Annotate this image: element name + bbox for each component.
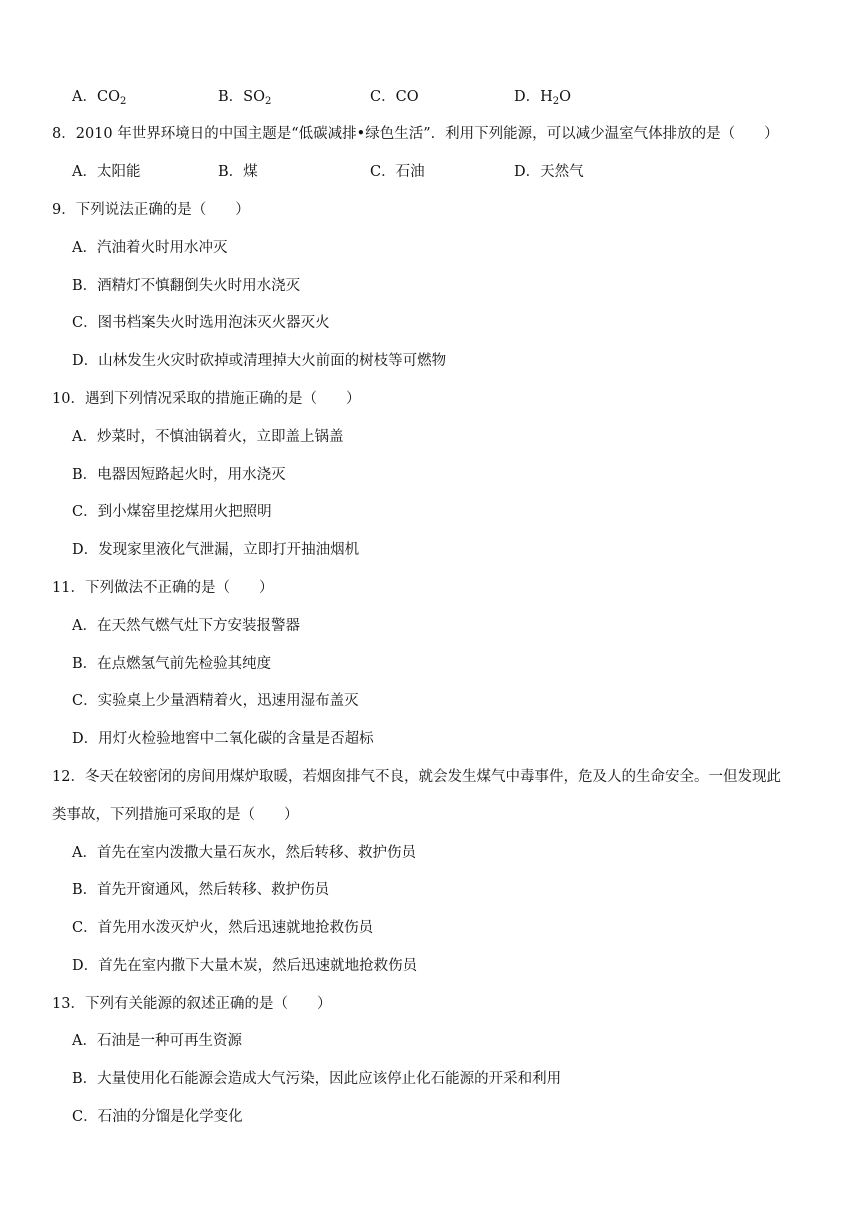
q8-option-c: C．石油 <box>370 164 425 180</box>
q13-option-a: A．石油是一种可再生资源 <box>72 1033 242 1049</box>
q12-option-d: D．首先在室内撒下大量木炭，然后迅速就地抢救伤员 <box>72 958 418 974</box>
q7-option-a: A．$CO_2$ <box>72 89 127 107</box>
q8-option-d: D．天然气 <box>514 164 584 180</box>
q7-option-b: B．$SO_2$ <box>218 89 272 107</box>
q10-stem: 10．遇到下列情况采取的措施正确的是（ ） <box>52 391 361 407</box>
q12-stem-line1: 12．冬天在较密闭的房间用煤炉取暖，若烟囱排气不良，就会发生煤气中毒事件，危及人的生命安全。一但发现此 <box>52 769 781 785</box>
q11-option-c: C．实验桌上少量酒精着火，迅速用湿布盖灭 <box>72 693 359 709</box>
q12-option-c: C．首先用水泼灭炉火，然后迅速就地抢救伤员 <box>72 920 374 936</box>
q12-stem-line2: 类事故，下列措施可采取的是（ ） <box>52 807 299 823</box>
q8-option-a: A．太阳能 <box>72 164 141 180</box>
q8-option-b: B．煤 <box>218 164 258 180</box>
q7-option-d: D．$H_2O$ <box>514 89 572 107</box>
q9-option-d: D．山林发生火灾时砍掉或清理掉大火前面的树枝等可燃物 <box>72 353 447 369</box>
q7-option-c: C．CO <box>370 89 419 105</box>
q11-stem: 11．下列做法不正确的是（ ） <box>52 580 274 596</box>
q13-option-b: B．大量使用化石能源会造成大气污染，因此应该停止化石能源的开采和利用 <box>72 1071 562 1087</box>
q11-option-b: B．在点燃氢气前先检验其纯度 <box>72 656 272 672</box>
q11-option-d: D．用灯火检验地窖中二氧化碳的含量是否超标 <box>72 731 374 747</box>
q8-stem: 8．2010 年世界环境日的中国主题是“低碳减排•绿色生活”．利用下列能源，可以减少温室气体排放的是（ ） <box>52 126 779 142</box>
q11-option-a: A．在天然气燃气灶下方安装报警器 <box>72 618 300 634</box>
q9-option-c: C．图书档案失火时选用泡沫灭火器灭火 <box>72 315 330 331</box>
q12-option-b: B．首先开窗通风，然后转移、救护伤员 <box>72 882 330 898</box>
q13-stem: 13．下列有关能源的叙述正确的是（ ） <box>52 996 332 1012</box>
q10-option-b: B．电器因短路起火时，用水浇灭 <box>72 467 286 483</box>
q9-option-a: A．汽油着火时用水冲灭 <box>72 240 228 256</box>
q10-option-c: C．到小煤窑里挖煤用火把照明 <box>72 504 272 520</box>
q9-option-b: B．酒精灯不慎翻倒失火时用水浇灭 <box>72 278 301 294</box>
q10-option-a: A．炒菜时，不慎油锅着火，立即盖上锅盖 <box>72 429 344 445</box>
q12-option-a: A．首先在室内泼撒大量石灰水，然后转移、救护伤员 <box>72 845 416 861</box>
q9-stem: 9．下列说法正确的是（ ） <box>52 202 250 218</box>
q10-option-d: D．发现家里液化气泄漏，立即打开抽油烟机 <box>72 542 360 558</box>
q13-option-c: C．石油的分馏是化学变化 <box>72 1109 243 1125</box>
